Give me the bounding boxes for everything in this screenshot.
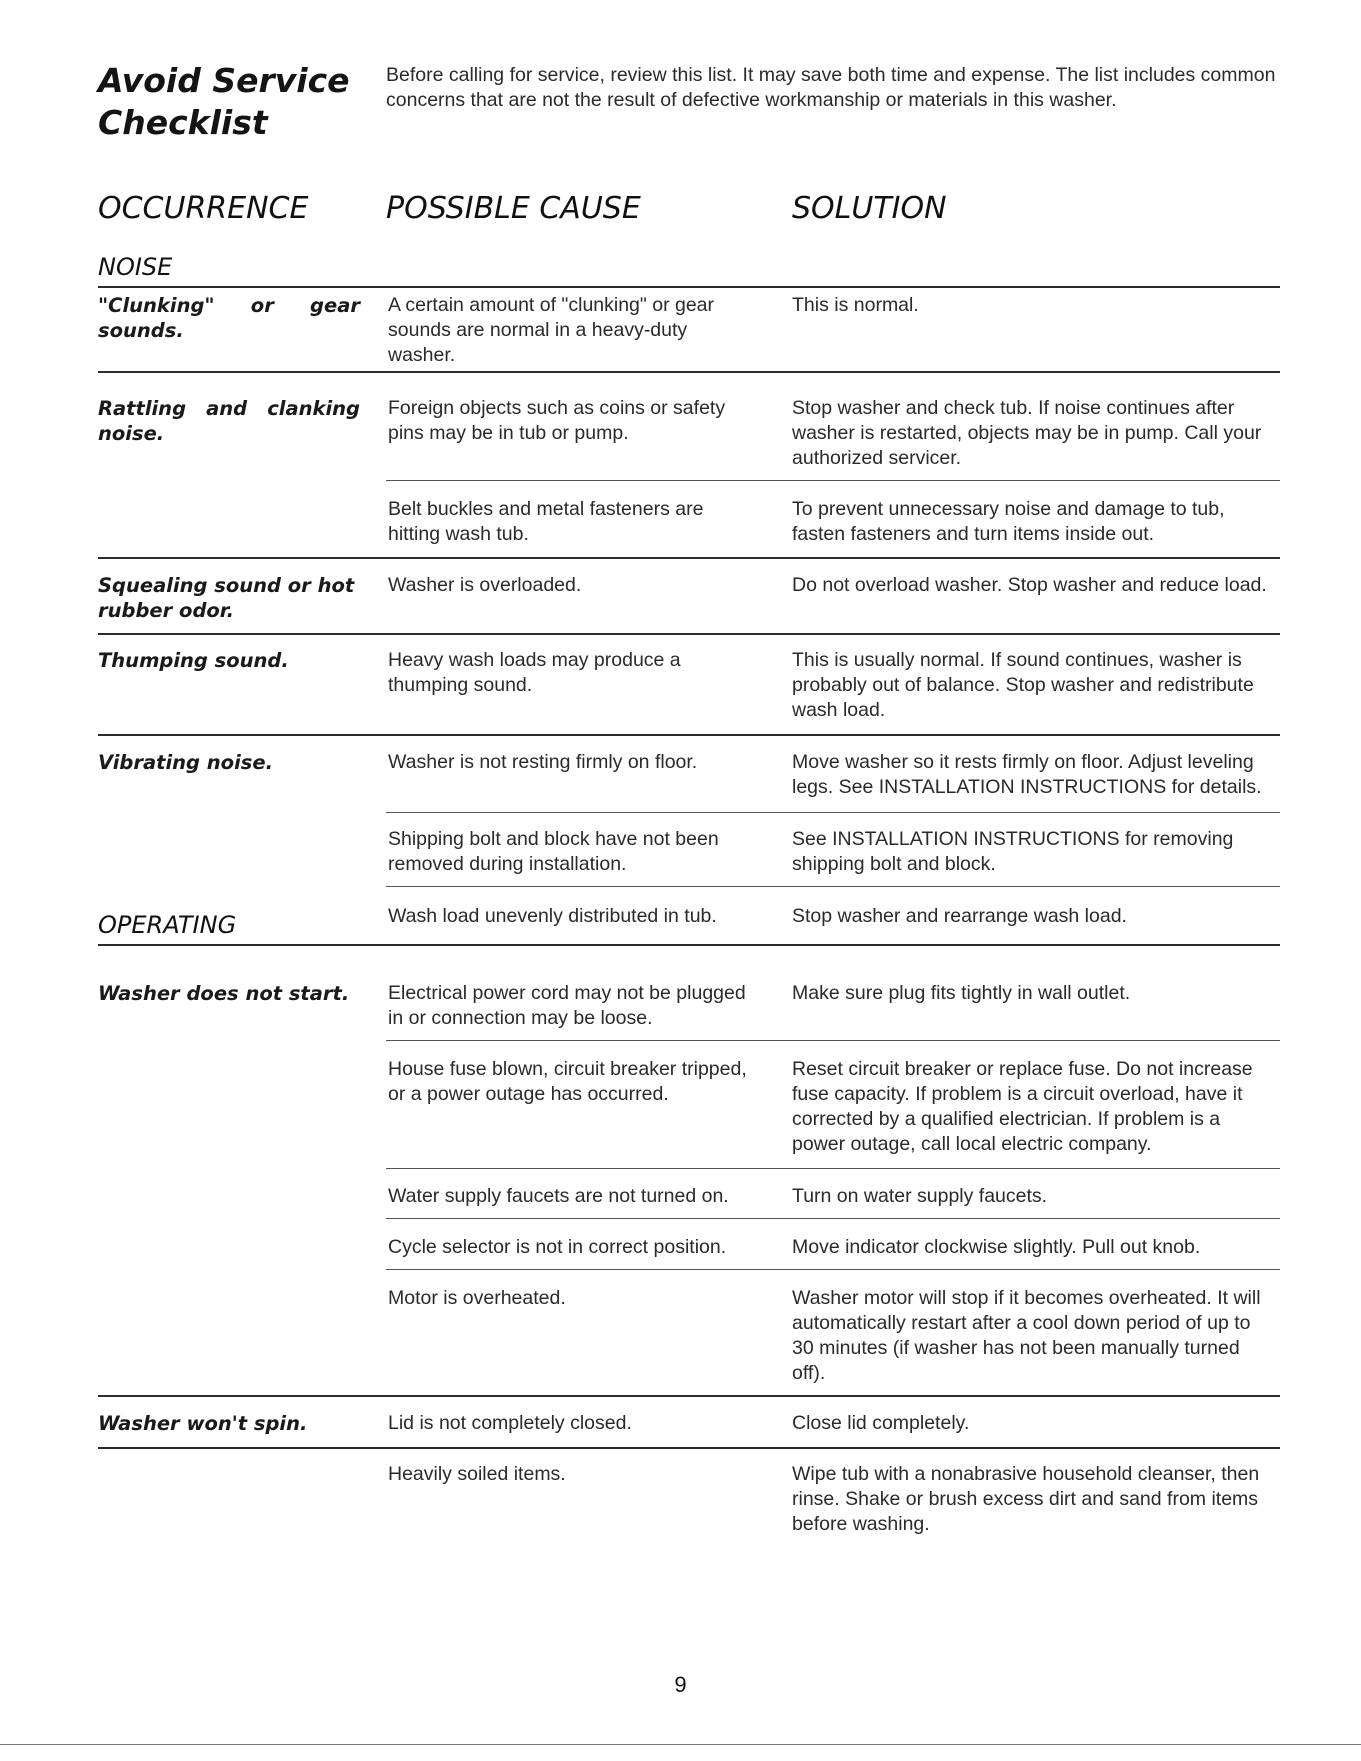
- divider: [98, 1395, 1280, 1397]
- divider: [386, 1040, 1280, 1041]
- cause-text: Heavily soiled items.: [388, 1463, 566, 1485]
- cause-text: A certain amount of "clunking" or gear sounds are normal in a heavy-duty washer.: [388, 294, 715, 366]
- divider: [386, 480, 1280, 481]
- occurrence-column-header: OCCURRENCE: [98, 191, 309, 226]
- divider: [386, 886, 1280, 887]
- operating-section-header: OPERATING: [98, 911, 237, 939]
- cause-text: Shipping bolt and block have not been removed during installation.: [388, 828, 719, 875]
- solution-text: Washer motor will stop if it becomes overheated. It will automatically restart after a cool down period of up to 30 minutes (if washer has not been manually turned off).: [792, 1287, 1261, 1384]
- divider: [98, 944, 1280, 946]
- cause-text: Water supply faucets are not turned on.: [388, 1185, 729, 1207]
- solution-text: Turn on water supply faucets.: [792, 1185, 1048, 1207]
- solution-text: Move washer so it rests firmly on floor. Adjust leveling legs. See INSTALLATION INSTRUCTIONS for details.: [792, 751, 1262, 798]
- cause-text: Belt buckles and metal fasteners are hitting wash tub.: [388, 498, 704, 545]
- divider: [98, 633, 1280, 635]
- possible-cause-column-header: POSSIBLE CAUSE: [386, 191, 641, 226]
- solution-text: Do not overload washer. Stop washer and reduce load.: [792, 574, 1267, 596]
- page-bottom-line: [0, 1744, 1361, 1745]
- occurrence-thumping: Thumping sound.: [98, 649, 289, 672]
- occurrence-does-not-start: Washer does not start.: [98, 982, 350, 1005]
- cause-text: Wash load unevenly distributed in tub.: [388, 905, 717, 927]
- occurrence-rattling: Rattling and clanking noise.: [98, 397, 360, 445]
- cause-text: Washer is overloaded.: [388, 574, 582, 596]
- intro-paragraph: Before calling for service, review this list. It may save both time and expense. The list includes common concerns that are not the result of defective workmanship or materials in this washer.: [386, 64, 1276, 111]
- solution-text: This is usually normal. If sound continues, washer is probably out of balance. Stop washer and redistribute wash load.: [792, 649, 1254, 721]
- divider: [386, 1168, 1280, 1169]
- title-line-1: Avoid Service: [98, 61, 350, 100]
- occurrence-clunking: "Clunking" or gear sounds.: [98, 294, 360, 342]
- divider: [98, 557, 1280, 559]
- cause-text: Lid is not completely closed.: [388, 1412, 632, 1434]
- divider: [98, 734, 1280, 736]
- cause-text: Washer is not resting firmly on floor.: [388, 751, 698, 773]
- solution-text: To prevent unnecessary noise and damage to tub, fasten fasteners and turn items inside out.: [792, 498, 1225, 545]
- occurrence-vibrating: Vibrating noise.: [98, 751, 274, 774]
- solution-column-header: SOLUTION: [792, 191, 947, 226]
- divider: [386, 812, 1280, 813]
- solution-text: Move indicator clockwise slightly. Pull out knob.: [792, 1236, 1201, 1258]
- solution-text: Make sure plug fits tightly in wall outlet.: [792, 982, 1131, 1004]
- page-title: [98, 60, 350, 144]
- title-line-2: Checklist: [98, 103, 268, 142]
- divider: [98, 286, 1280, 288]
- cause-text: Foreign objects such as coins or safety pins may be in tub or pump.: [388, 397, 726, 444]
- cause-text: House fuse blown, circuit breaker tripped, or a power outage has occurred.: [388, 1058, 747, 1105]
- page-number: 9: [674, 1672, 687, 1697]
- cause-text: Heavy wash loads may produce a thumping sound.: [388, 649, 681, 696]
- solution-text: Close lid completely.: [792, 1412, 970, 1434]
- divider: [98, 371, 1280, 373]
- solution-text: Reset circuit breaker or replace fuse. Do not increase fuse capacity. If problem is a circuit overload, have it corrected by a qualified electrician. If problem is a power outage, call local electric company.: [792, 1058, 1253, 1155]
- divider: [386, 1269, 1280, 1270]
- solution-text: Stop washer and check tub. If noise continues after washer is restarted, objects may be in pump. Call your authorized servicer.: [792, 397, 1262, 469]
- occurrence-squealing: Squealing sound or hot rubber odor.: [98, 574, 355, 622]
- solution-text: Wipe tub with a nonabrasive household cleanser, then rinse. Shake or brush excess dirt and sand from items before washing.: [792, 1463, 1260, 1535]
- noise-section-header: NOISE: [98, 253, 173, 281]
- solution-text: This is normal.: [792, 294, 919, 316]
- occurrence-wont-spin: Washer won't spin.: [98, 1412, 308, 1435]
- solution-text: Stop washer and rearrange wash load.: [792, 905, 1127, 927]
- divider: [98, 1447, 1280, 1449]
- divider: [386, 1218, 1280, 1219]
- cause-text: Motor is overheated.: [388, 1287, 566, 1309]
- solution-text: See INSTALLATION INSTRUCTIONS for removing shipping bolt and block.: [792, 828, 1234, 875]
- cause-text: Cycle selector is not in correct position.: [388, 1236, 727, 1258]
- cause-text: Electrical power cord may not be plugged in or connection may be loose.: [388, 982, 746, 1029]
